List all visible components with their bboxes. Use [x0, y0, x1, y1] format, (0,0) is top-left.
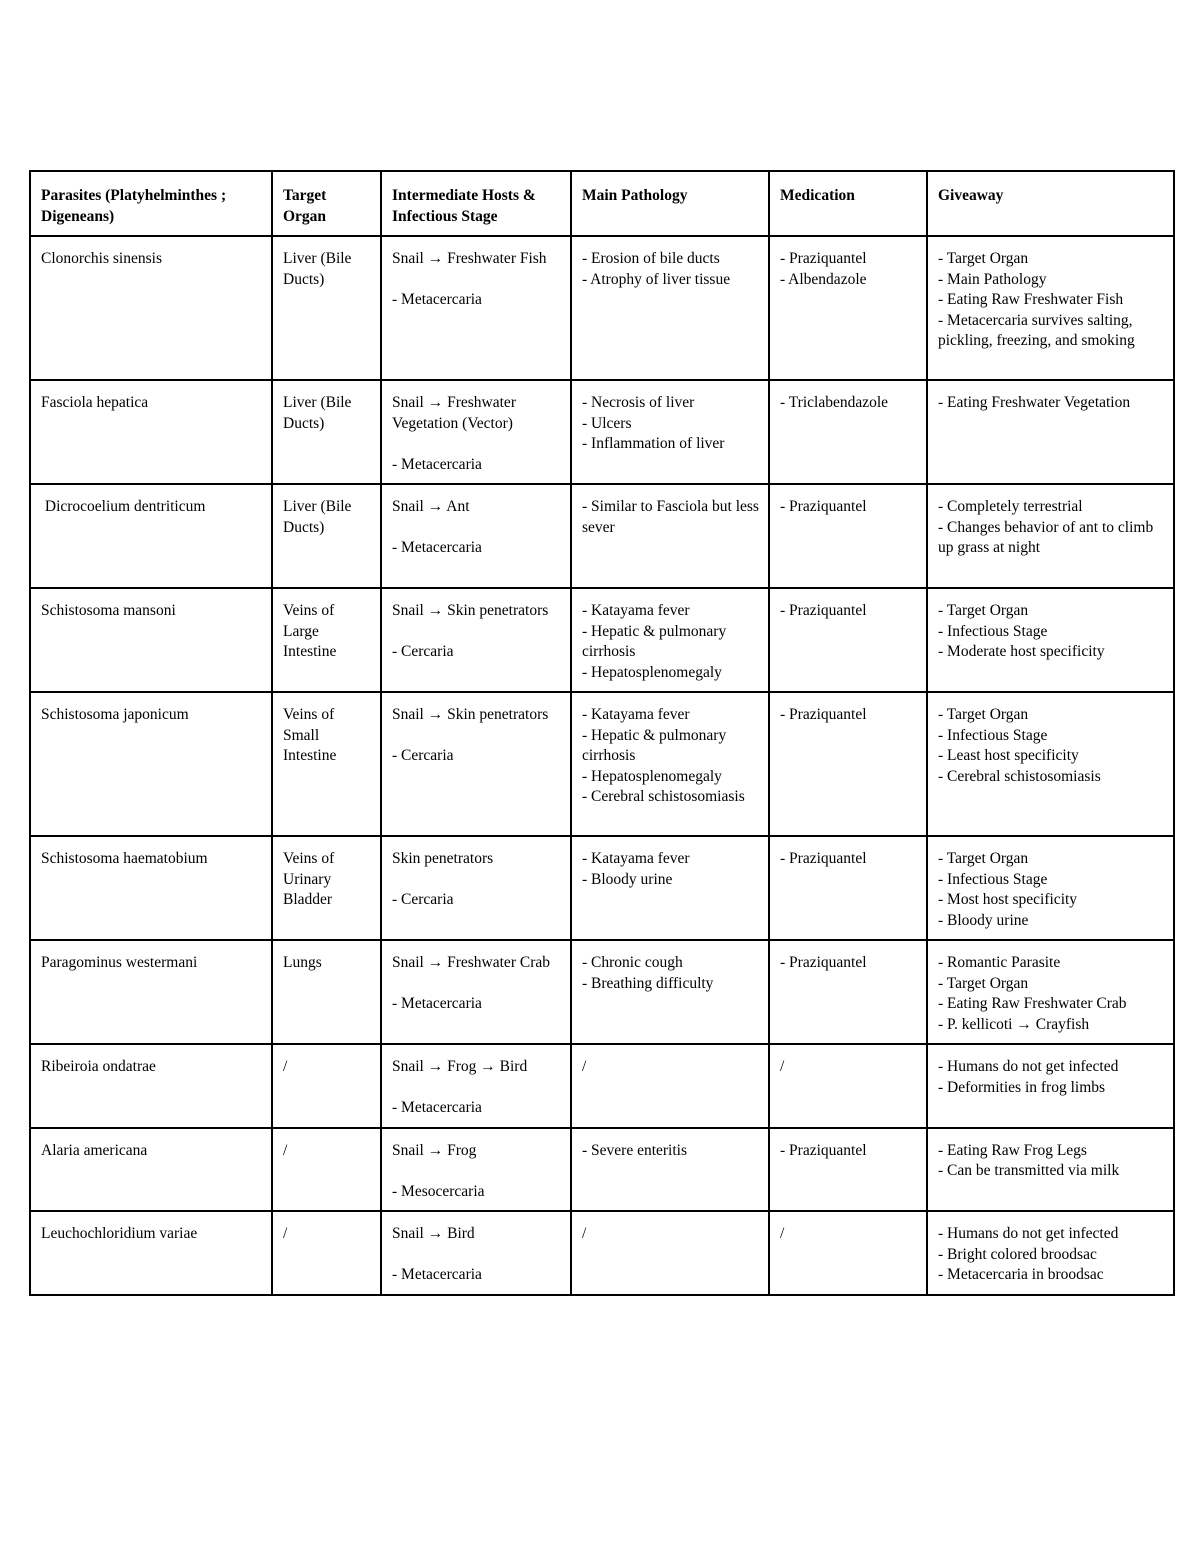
cell-parasite: Schistosoma japonicum — [30, 692, 272, 836]
header-medication: Medication — [769, 171, 927, 236]
cell-medication: - Praziquantel — [769, 692, 927, 836]
header-main-pathology: Main Pathology — [571, 171, 769, 236]
header-row — [30, 171, 1174, 236]
header-target-organ: Target Organ — [272, 171, 381, 236]
cell-giveaway: - Target Organ - Infectious Stage - Least host specificity - Cerebral schistosomiasis — [927, 692, 1174, 836]
cell-hosts: Snail → Freshwater Vegetation (Vector) - Metacercaria — [381, 380, 571, 484]
cell-medication: - Praziquantel — [769, 836, 927, 940]
cell-target-organ: Liver (Bile Ducts) — [272, 236, 381, 380]
table-row — [30, 1044, 1174, 1128]
cell-pathology: - Severe enteritis — [571, 1128, 769, 1212]
cell-hosts: Snail → Freshwater Crab - Metacercaria — [381, 940, 571, 1044]
cell-parasite: Dicrocoelium dentriticum — [30, 484, 272, 588]
cell-target-organ: Veins of Small Intestine — [272, 692, 381, 836]
cell-giveaway: - Eating Raw Frog Legs - Can be transmitted via milk — [927, 1128, 1174, 1212]
cell-pathology: / — [571, 1211, 769, 1295]
cell-giveaway: - Completely terrestrial - Changes behavior of ant to climb up grass at night — [927, 484, 1174, 588]
cell-pathology: - Katayama fever - Hepatic & pulmonary cirrhosis - Hepatosplenomegaly — [571, 588, 769, 692]
cell-parasite: Alaria americana — [30, 1128, 272, 1212]
cell-pathology: - Similar to Fasciola but less sever — [571, 484, 769, 588]
cell-target-organ: Veins of Urinary Bladder — [272, 836, 381, 940]
table-row — [30, 836, 1174, 940]
cell-medication: - Praziquantel — [769, 484, 927, 588]
cell-hosts: Snail → Freshwater Fish - Metacercaria — [381, 236, 571, 380]
cell-target-organ: / — [272, 1128, 381, 1212]
cell-medication: / — [769, 1211, 927, 1295]
cell-giveaway: - Humans do not get infected - Bright colored broodsac - Metacercaria in broodsac — [927, 1211, 1174, 1295]
cell-target-organ: / — [272, 1211, 381, 1295]
cell-hosts: Snail → Frog → Bird - Metacercaria — [381, 1044, 571, 1128]
table-row — [30, 588, 1174, 692]
cell-parasite: Clonorchis sinensis — [30, 236, 272, 380]
cell-pathology: - Erosion of bile ducts - Atrophy of liver tissue — [571, 236, 769, 380]
cell-medication: - Praziquantel — [769, 940, 927, 1044]
cell-parasite: Leuchochloridium variae — [30, 1211, 272, 1295]
cell-pathology: - Katayama fever - Bloody urine — [571, 836, 769, 940]
table-row — [30, 236, 1174, 380]
cell-target-organ: Lungs — [272, 940, 381, 1044]
cell-pathology: - Katayama fever - Hepatic & pulmonary cirrhosis - Hepatosplenomegaly - Cerebral schistosomiasis — [571, 692, 769, 836]
cell-hosts: Snail → Bird - Metacercaria — [381, 1211, 571, 1295]
cell-target-organ: Liver (Bile Ducts) — [272, 484, 381, 588]
cell-giveaway: - Eating Freshwater Vegetation — [927, 380, 1174, 484]
cell-giveaway: - Target Organ - Main Pathology - Eating Raw Freshwater Fish - Metacercaria survives salting, pickling, freezing, and smoking — [927, 236, 1174, 380]
cell-giveaway: - Romantic Parasite - Target Organ - Eating Raw Freshwater Crab - P. kellicoti → Crayfish — [927, 940, 1174, 1044]
cell-medication: - Triclabendazole — [769, 380, 927, 484]
table-row — [30, 380, 1174, 484]
cell-pathology: - Necrosis of liver - Ulcers - Inflammation of liver — [571, 380, 769, 484]
cell-hosts: Snail → Frog - Mesocercaria — [381, 1128, 571, 1212]
cell-target-organ: Liver (Bile Ducts) — [272, 380, 381, 484]
cell-pathology: / — [571, 1044, 769, 1128]
cell-parasite: Schistosoma mansoni — [30, 588, 272, 692]
cell-hosts: Snail → Skin penetrators - Cercaria — [381, 692, 571, 836]
header-parasites: Parasites (Platyhelminthes ; Digeneans) — [30, 171, 272, 236]
cell-hosts: Snail → Skin penetrators - Cercaria — [381, 588, 571, 692]
cell-giveaway: - Humans do not get infected - Deformities in frog limbs — [927, 1044, 1174, 1128]
cell-medication: - Praziquantel — [769, 588, 927, 692]
cell-medication: - Praziquantel — [769, 1128, 927, 1212]
header-giveaway: Giveaway — [927, 171, 1174, 236]
cell-hosts: Skin penetrators - Cercaria — [381, 836, 571, 940]
table-row — [30, 940, 1174, 1044]
cell-hosts: Snail → Ant - Metacercaria — [381, 484, 571, 588]
cell-giveaway: - Target Organ - Infectious Stage - Moderate host specificity — [927, 588, 1174, 692]
cell-parasite: Fasciola hepatica — [30, 380, 272, 484]
table-row — [30, 1128, 1174, 1212]
cell-target-organ: Veins of Large Intestine — [272, 588, 381, 692]
cell-target-organ: / — [272, 1044, 381, 1128]
table-row — [30, 1211, 1174, 1295]
cell-parasite: Schistosoma haematobium — [30, 836, 272, 940]
header-intermediate-hosts: Intermediate Hosts & Infectious Stage — [381, 171, 571, 236]
cell-giveaway: - Target Organ - Infectious Stage - Most host specificity - Bloody urine — [927, 836, 1174, 940]
table-row — [30, 692, 1174, 836]
cell-medication: - Praziquantel - Albendazole — [769, 236, 927, 380]
table-row — [30, 484, 1174, 588]
cell-medication: / — [769, 1044, 927, 1128]
cell-parasite: Ribeiroia ondatrae — [30, 1044, 272, 1128]
cell-parasite: Paragominus westermani — [30, 940, 272, 1044]
cell-pathology: - Chronic cough - Breathing difficulty — [571, 940, 769, 1044]
parasite-table — [29, 170, 1175, 1296]
